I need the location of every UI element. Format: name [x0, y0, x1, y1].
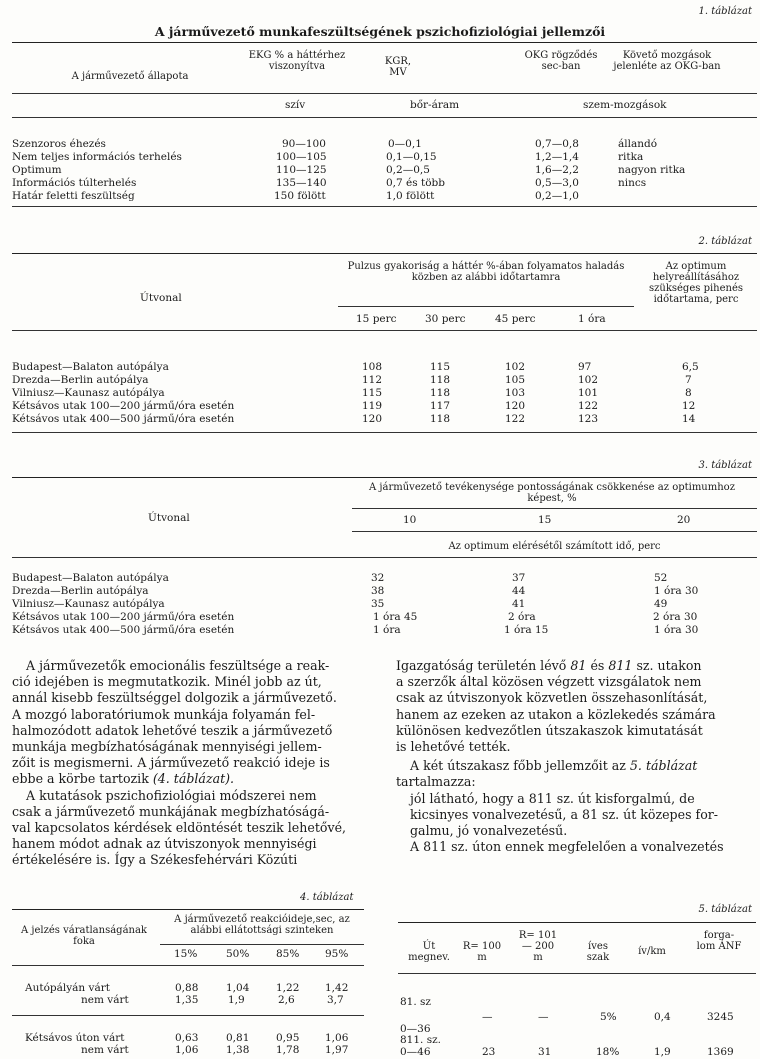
table2-header-route: Útvonal	[140, 292, 182, 304]
table1-sub-kgr: bőr-áram	[410, 99, 460, 111]
table2-cell: 119	[362, 400, 383, 412]
text-line: zőit is megismerni. A járművezető reakció ideje is	[12, 755, 330, 771]
text-line: is lehetővé tették.	[396, 739, 511, 755]
text-line: jól látható, hogy a 811 sz. út kisforgalmú, de	[410, 790, 695, 806]
table5-header-fvkm: ív/km	[638, 946, 666, 957]
table1-row	[0, 164, 760, 176]
text-line: hanem az ezeken az utakon a közlekedés számára	[396, 706, 716, 722]
table3-tag: 3. táblázat	[698, 460, 752, 471]
table3-cell-route: Kétsávos utak 400—500 jármű/óra esetén	[12, 624, 235, 636]
table1-cell-state: Szenzoros éhezés	[12, 138, 106, 150]
table4-cell: 2,6	[278, 994, 295, 1006]
table1-cell-kgr: 0,1—0,15	[386, 151, 437, 163]
table5-cell-seg: 0—46	[400, 1046, 431, 1058]
table4-cell: 3,7	[327, 994, 344, 1006]
table1-header-okg: OKG rögződés sec-ban	[524, 50, 598, 72]
table1-header-follow: Követő mozgások jelenléte az OKG-ban	[613, 50, 721, 72]
text-span: sz. utakon	[636, 658, 702, 673]
table2-col-30: 30 perc	[425, 313, 466, 325]
text-line: a szerzők által közösen végzett vizsgálatok nem	[396, 674, 702, 690]
text-line: ció idejében is megmutatkozik. Minél jobb az út,	[12, 674, 322, 690]
table5-top-rule	[398, 922, 756, 923]
table2-cell-rest: 6,5	[682, 361, 699, 373]
table5-row	[0, 1034, 760, 1046]
table1-cell-ekg: 110—125	[276, 164, 327, 176]
text-line: különösen kedvezőtlen útszakaszok kimutatását	[396, 722, 703, 738]
table3-row	[0, 611, 760, 623]
table4-col: 85%	[276, 948, 300, 960]
table2-cell: 112	[362, 374, 383, 386]
table5-cell: —	[482, 1011, 493, 1023]
table5-row	[0, 1011, 760, 1023]
table2-cell: 118	[430, 387, 451, 399]
table2-cell-route: Kétsávos utak 100—200 jármű/óra esetén	[12, 400, 235, 412]
body-text-left	[12, 658, 364, 869]
table2-tag: 2. táblázat	[698, 236, 752, 247]
table2-cell: 117	[430, 400, 451, 412]
table4-cell: 1,06	[175, 1044, 199, 1056]
table5-cell-seg: 0—36	[400, 1023, 431, 1035]
text-line: munkája megbízhatóságának mennyiségi jellem-	[12, 739, 322, 755]
table2-cell-route: Vilniusz—Kaunasz autópálya	[12, 387, 165, 399]
table4-cell: 1,22	[276, 982, 300, 994]
table4-cell-label: Autópályán várt	[25, 982, 110, 994]
table3-cell: 52	[654, 572, 668, 584]
table5-header-r200: R= 101— 200 m	[518, 930, 558, 963]
text-line: A kutatások pszichofiziológiai módszerei nem	[26, 787, 317, 803]
table2-row	[0, 374, 760, 386]
table5-cell: 5%	[600, 1011, 617, 1023]
table3-col-20: 20	[677, 514, 691, 526]
table2-col-45: 45 perc	[495, 313, 536, 325]
table3-col-10: 10	[403, 514, 417, 526]
text-line: kicsinyes vonalvezetésű, a 81 sz. út közepes for-	[410, 806, 719, 822]
table1-header-rule	[12, 93, 757, 94]
table1-row	[0, 177, 760, 189]
text-line: értékelésére is. Így a Székesfehérvári Közúti	[12, 852, 298, 868]
table4-cell: 0,63	[175, 1032, 199, 1044]
table2-cell: 115	[362, 387, 383, 399]
table3-decline-rule	[352, 508, 757, 509]
table5-cell-road: 811. sz.	[400, 1034, 441, 1046]
table3-header-decline: A járművezető tevékenysége pontosságának csökkenése az optimumhoz képest, %	[369, 482, 735, 504]
table1-cell-follow: ritka	[618, 151, 644, 163]
table5-header-traffic: forga- lom ÁNF	[696, 930, 742, 952]
table3-cell: 38	[371, 585, 385, 597]
table3-cols-rule	[352, 531, 757, 532]
table4-col: 50%	[226, 948, 250, 960]
table3-top-rule	[12, 477, 757, 478]
table4-header-rule	[12, 965, 364, 966]
table1-cell-state: Nem teljes információs terhelés	[12, 151, 182, 163]
table5-row	[0, 1046, 760, 1058]
table1-cell-ekg: 150 fölött	[274, 190, 326, 202]
table2-cell: 122	[578, 400, 599, 412]
table4-cell: 1,78	[276, 1044, 300, 1056]
table5-cell: 18%	[596, 1046, 620, 1058]
text-line: hanem módot adnak az útviszonyok mennyiségi	[12, 836, 317, 852]
table2-header-rule	[12, 330, 757, 331]
table1-sub-rule	[12, 117, 757, 118]
table2-header-pulse: Pulzus gyakoriság a háttér %-ában folyamatos haladás közben az alábbi időtartamra	[347, 261, 625, 283]
text-span: és	[590, 658, 605, 673]
text-line: halmozódott adatok lehetővé teszik a járművezető	[12, 722, 333, 738]
table2-col-60: 1 óra	[578, 313, 606, 325]
table1-cell-follow: állandó	[618, 138, 658, 150]
table2-header-rest: Az optimum helyreállításához szükséges pihenés időtartama, perc	[648, 261, 744, 305]
table5-cell: 23	[482, 1046, 496, 1058]
table1-cell-kgr: 0—0,1	[388, 138, 422, 150]
table3-row	[0, 572, 760, 584]
table4-cell: 0,88	[175, 982, 199, 994]
table5-header-rule	[398, 973, 756, 974]
table5-cell: 1,9	[654, 1046, 671, 1058]
table2-bottom-rule	[12, 432, 757, 433]
table1-cell-okg: 1,6—2,2	[535, 164, 579, 176]
table2-col-15: 15 perc	[356, 313, 397, 325]
table2-cell: 123	[578, 413, 599, 425]
table2-cell: 102	[505, 361, 526, 373]
table2-cell-rest: 7	[685, 374, 692, 386]
table1-row	[0, 151, 760, 163]
table3-header-time: Az optimum elérésétől számított idő, perc	[448, 541, 661, 552]
table1-cell-state: Információs túlterhelés	[12, 177, 137, 189]
table4-row	[0, 982, 760, 994]
table5-cell: 3245	[707, 1011, 734, 1023]
text-span: ebbe a körbe tartozik	[12, 771, 149, 787]
table4-cell: 0,95	[276, 1032, 300, 1044]
table2-cell: 97	[578, 361, 592, 373]
table4-cell: 1,06	[325, 1032, 349, 1044]
text-line: A mozgó laboratóriumok munkája folyamán fel-	[12, 706, 316, 722]
text-line: csak a járművezető munkájának megbízhatóságá-	[12, 803, 330, 819]
table4-reaction-rule	[160, 944, 364, 945]
table5-header-curved: íves szak	[586, 941, 610, 963]
table4-cell-label: Kétsávos úton várt	[25, 1032, 125, 1044]
table5-header-r100: R= 100 m	[462, 941, 502, 963]
table3-cell-route: Vilniusz—Kaunasz autópálya	[12, 598, 165, 610]
table5-cell: 0,4	[654, 1011, 671, 1023]
table1-tag: 1. táblázat	[698, 6, 752, 17]
table2-cell: 105	[505, 374, 526, 386]
table1-sub-okg: szem-mozgások	[583, 99, 667, 111]
table4-cell: 1,42	[325, 982, 349, 994]
table3-cell-route: Drezda—Berlin autópálya	[12, 585, 149, 597]
table4-cell: 1,9	[228, 994, 245, 1006]
table3-cell-route: Budapest—Balaton autópálya	[12, 572, 169, 584]
table3-row	[0, 585, 760, 597]
table5-cell: —	[538, 1011, 549, 1023]
table3-row	[0, 624, 760, 636]
table1-header-kgr: KGR, MV	[384, 56, 412, 78]
table2-top-rule	[12, 253, 757, 254]
table1-cell-ekg: 100—105	[276, 151, 327, 163]
text-line: A járművezetők emocionális feszültsége a reak-	[26, 658, 330, 673]
table2-cell: 115	[430, 361, 451, 373]
road-ref: 811	[608, 658, 633, 673]
table1-sub-ekg: szív	[285, 99, 306, 111]
table4-cell: 1,35	[175, 994, 199, 1006]
table3-row	[0, 598, 760, 610]
table5-tag: 5. táblázat	[698, 904, 752, 915]
table2-cell-rest: 14	[682, 413, 696, 425]
table5-header-road: Út megnev.	[408, 941, 450, 963]
table2-cell: 120	[505, 400, 526, 412]
table1-cell-kgr: 0,7 és több	[386, 177, 445, 189]
table5-row	[0, 996, 760, 1008]
body-text-right	[396, 658, 752, 855]
table3-cell: 35	[371, 598, 385, 610]
text-line	[12, 771, 364, 787]
table2-cell: 108	[362, 361, 383, 373]
table2-row	[0, 400, 760, 412]
text-line	[396, 758, 752, 774]
table3-cell: 41	[512, 598, 526, 610]
table1-cell-okg: 0,5—3,0	[535, 177, 579, 189]
table4-tag: 4. táblázat	[300, 892, 354, 903]
table3-cell-route: Kétsávos utak 100—200 jármű/óra esetén	[12, 611, 235, 623]
table1-cell-follow: nagyon ritka	[618, 164, 686, 176]
table3-cell: 1 óra 30	[654, 585, 699, 597]
table2-cell: 118	[430, 413, 451, 425]
text-line: A 811 sz. úton ennek megfelelően a vonalvezetés	[410, 839, 724, 855]
table2-cell: 101	[578, 387, 599, 399]
table3-cell: 49	[654, 598, 668, 610]
table2-row	[0, 387, 760, 399]
table2-cell-rest: 8	[685, 387, 692, 399]
text-line: tartalmazza:	[396, 774, 476, 790]
table1-cell-ekg: 90—100	[282, 138, 326, 150]
table2-cell-route: Budapest—Balaton autópálya	[12, 361, 169, 373]
text-span: Igazgatóság területén lévő	[396, 658, 567, 673]
table4-cell: 0,81	[226, 1032, 250, 1044]
table4-header-signal: A jelzés váratlanságának foka	[20, 925, 147, 947]
table1-cell-ekg: 135—140	[276, 177, 327, 189]
road-ref: 81	[570, 658, 587, 673]
text-line: val kapcsolatos kérdések eldöntését teszik lehetővé,	[12, 820, 347, 836]
text-line: galmu, jó vonalvezetésű.	[410, 823, 568, 839]
table3-cell: 1 óra 15	[504, 624, 549, 636]
table1-cell-okg: 0,2—1,0	[535, 190, 579, 202]
table3-header-route: Útvonal	[148, 512, 190, 524]
table2-cell-route: Drezda—Berlin autópálya	[12, 374, 149, 386]
table1-cell-state: Optimum	[12, 164, 62, 176]
table2-cell-route: Kétsávos utak 400—500 jármű/óra esetén	[12, 413, 235, 425]
table-reference: 5. táblázat	[629, 758, 698, 774]
table1-row	[0, 190, 760, 202]
table4-cell: 1,04	[226, 982, 250, 994]
table1-cell-kgr: 1,0 fölött	[386, 190, 435, 202]
table2-row	[0, 413, 760, 425]
table3-cell: 1 óra 45	[373, 611, 418, 623]
table4-col: 15%	[174, 948, 198, 960]
table1-top-rule	[12, 42, 757, 43]
table3-cell: 32	[371, 572, 385, 584]
table2-pulse-rule	[338, 306, 634, 307]
table4-top-rule	[12, 909, 364, 910]
table2-cell-rest: 12	[682, 400, 696, 412]
table3-col-15: 15	[538, 514, 552, 526]
table1-header-state: A járművezető állapota	[71, 71, 189, 82]
table3-cell: 37	[512, 572, 526, 584]
table1-cell-state: Határ feletti feszültség	[12, 190, 135, 202]
table2-cell: 120	[362, 413, 383, 425]
table1-cell-kgr: 0,2—0,5	[386, 164, 430, 176]
table5-cell: 31	[538, 1046, 552, 1058]
text-line: csak az útviszonyok közvetlen összehasonlítását,	[396, 690, 708, 706]
text-span: A két útszakasz főbb jellemzőit az	[410, 758, 626, 774]
table5-cell-road: 81. sz	[400, 996, 431, 1008]
table2-row	[0, 361, 760, 373]
table1-cell-follow: nincs	[618, 177, 647, 189]
table5-cell: 1369	[707, 1046, 734, 1058]
table2-cell: 122	[505, 413, 526, 425]
table3-cell: 1 óra 30	[654, 624, 699, 636]
table4-cell: 1,38	[226, 1044, 250, 1056]
table4-cell: 1,97	[325, 1044, 349, 1056]
text-line: annál kisebb feszültséggel dolgozik a járművezető.	[12, 690, 337, 706]
table1-row	[0, 138, 760, 150]
table4-header-reaction: A járművezető reakcióideje,sec, az alábbi ellátottsági szinteken	[174, 914, 350, 936]
table4-cell-label: nem várt	[81, 994, 129, 1006]
table1-cell-okg: 0,7—0,8	[535, 138, 579, 150]
table3-cell: 2 óra	[508, 611, 536, 623]
table4-cell-label: nem várt	[81, 1044, 129, 1056]
text-line	[396, 658, 752, 674]
table-reference: (4. táblázat).	[152, 771, 235, 787]
table4-col: 95%	[325, 948, 349, 960]
table3-cell: 44	[512, 585, 526, 597]
table2-cell: 103	[505, 387, 526, 399]
table2-cell: 102	[578, 374, 599, 386]
table2-cell: 118	[430, 374, 451, 386]
table3-cell: 2 óra 30	[653, 611, 698, 623]
table3-cell: 1 óra	[373, 624, 401, 636]
table1-header-ekg: EKG % a háttérhez viszonyítva	[248, 50, 346, 72]
table1-title: A járművezető munkafeszültségének pszichofiziológiai jellemzői	[154, 24, 606, 39]
table1-cell-okg: 1,2—1,4	[535, 151, 579, 163]
table3-header-rule	[12, 557, 757, 558]
table1-bottom-rule	[12, 206, 757, 207]
